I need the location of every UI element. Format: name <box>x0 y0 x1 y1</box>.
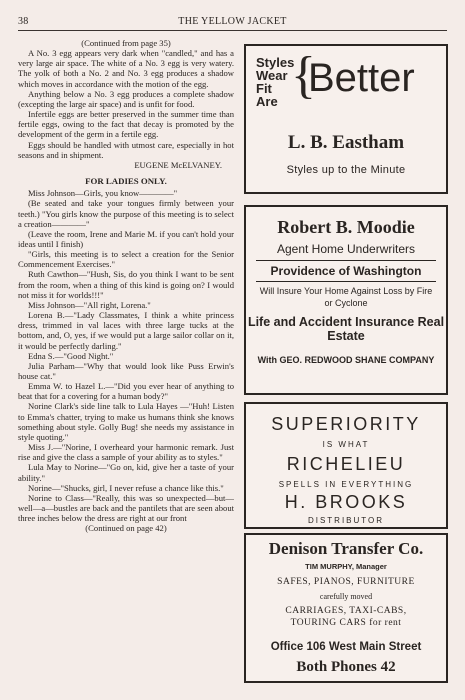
paragraph: Anything below a No. 3 egg produces a complete shadow (excepting the large air space) and is unfit for food. <box>18 88 234 109</box>
ad-tagline: Styles up to the Minute <box>286 164 406 176</box>
paragraph: (Leave the room, Irene and Marie M. if you can't hold your ideas until I finish) <box>18 228 234 249</box>
paragraph: Norine—"Shucks, girl, I never refuse a chance like this." <box>28 482 224 493</box>
brace-glyph: { <box>291 47 316 104</box>
paragraph: Miss Johnson—Girls, you know————" <box>28 188 178 199</box>
office-address: Office 106 West Main Street <box>270 641 422 653</box>
stack-word: Wear <box>256 68 288 83</box>
stack-word: Styles <box>256 55 295 70</box>
paragraph: Lorena B.—"Lady Classmates, I think a white princess dress, trimmed in val laces with three large tucks at the bottom, and, O, yes, if we would put a large sailor collar on it, it would be perfectly darling." <box>18 310 234 351</box>
paragraph: Emma W. to Hazel L.—"Did you ever hear of anything to beat that for a covering for a human body?" <box>18 381 234 402</box>
paragraph: "Girls, this meeting is to select a creation for the Senior Commencement Exercises." <box>18 249 234 270</box>
paragraph: Julia Parham—"Why that would look like Puss Erwin's house cat." <box>18 360 234 381</box>
distributor-label: DISTRIBUTOR <box>307 516 385 525</box>
insure-line: Will Insure Your Home Against Loss by Fire or Cyclone <box>259 286 433 308</box>
spells-line: SPELLS IN EVERYTHING <box>278 480 414 489</box>
article-column <box>18 38 234 688</box>
advertiser-name: Denison Transfer Co. <box>268 539 424 558</box>
paragraph: Miss Johnson—"All right, Lorena." <box>28 299 151 310</box>
continued-from: (Continued from page 35) <box>81 38 171 48</box>
page-number: 38 <box>18 16 29 27</box>
paragraph: Norine to Class—"Really, this was so unexpected—but—well—a—bustles are back and the pantilets that are seen about three inches below the dress are right at our front <box>18 492 234 524</box>
moodie-ad <box>244 205 448 395</box>
better-headline: Better <box>308 56 415 100</box>
paragraph: Infertile eggs are better preserved in the summer time than fertile eggs, owing to the fact that decay is promoted by the development of the germ in a fertile egg. <box>18 109 234 140</box>
divider <box>256 281 436 282</box>
denison-ad <box>244 533 448 683</box>
paragraph: Miss J.—"Norine, I overheard your harmonic remark. Just rise and give the class a sample of your ability as to styles." <box>18 442 234 463</box>
section-title: FOR LADIES ONLY. <box>85 176 167 187</box>
stack-word: Are <box>256 94 278 109</box>
services-line: SAFES, PIANOS, FURNITURE <box>277 577 415 587</box>
phones-line: Both Phones 42 <box>296 659 396 675</box>
paragraph: Ruth Cawthon—"Hush, Sis, do you think I want to be sent from the room, when a thing of this kind is going on? I would not miss it for worlds!!!" <box>18 269 234 300</box>
continued-on: (Continued on page 42) <box>85 523 167 534</box>
superiority-line: SUPERIORITY <box>271 414 421 434</box>
paragraph: Norine Clark's side line talk to Lula Hayes —"Huh! Listen to Emma's chatter, trying to make us humans think she knows something about style. Golly Bug! she needs my assistance in style quoting." <box>18 401 234 442</box>
advertiser-name: L. B. Eastham <box>287 132 405 153</box>
agent-line: Agent Home Underwriters <box>276 242 416 256</box>
author-signature: EUGENE McELVANEY. <box>134 159 222 170</box>
is-what-line: IS WHAT <box>322 440 370 449</box>
eastham-ad <box>244 44 448 194</box>
running-title: THE YELLOW JACKET <box>178 16 287 27</box>
affiliation-line: With GEO. REDWOOD SHANE COMPANY <box>257 355 435 365</box>
styles-wear-stack <box>256 56 294 108</box>
moved-line: carefully moved <box>319 592 373 601</box>
insurance-line: Life and Accident Insurance Real Estate <box>247 315 445 343</box>
company-line: Providence of Washington <box>270 264 422 278</box>
richelieu-line: RICHELIEU <box>286 454 406 474</box>
paragraph: Edna S.—"Good Night." <box>28 350 114 361</box>
rentals-line: CARRIAGES, TAXI-CABS, TOURING CARS for rent <box>285 606 407 628</box>
paragraph: A No. 3 egg appears very dark when "candled," and has a very large air space. The white of a No. 3 egg is very watery. The yolk of both a No. 2 and No. 3 egg produces a shadow which moves in accordance with the motion of the egg. <box>18 48 234 89</box>
advertiser-name: Robert B. Moodie <box>277 217 415 237</box>
manager-line: TIM MURPHY, Manager <box>305 562 387 571</box>
paragraph: Lula May to Norine—"Go on, kid, give her a taste of your ability." <box>18 462 234 483</box>
stack-word: Fit <box>256 81 272 96</box>
paragraph: Eggs should be handled with utmost care, especially in hot seasons and in shipment. <box>18 139 234 160</box>
distributor-name: H. BROOKS <box>284 492 408 512</box>
paragraph: (Be seated and take your tongues firmly between your teeth.) "You girls know the purpose of this meeting is to select a creation————" <box>18 198 234 229</box>
page-header <box>18 14 447 31</box>
divider <box>256 260 436 261</box>
brooks-ad <box>244 402 448 529</box>
